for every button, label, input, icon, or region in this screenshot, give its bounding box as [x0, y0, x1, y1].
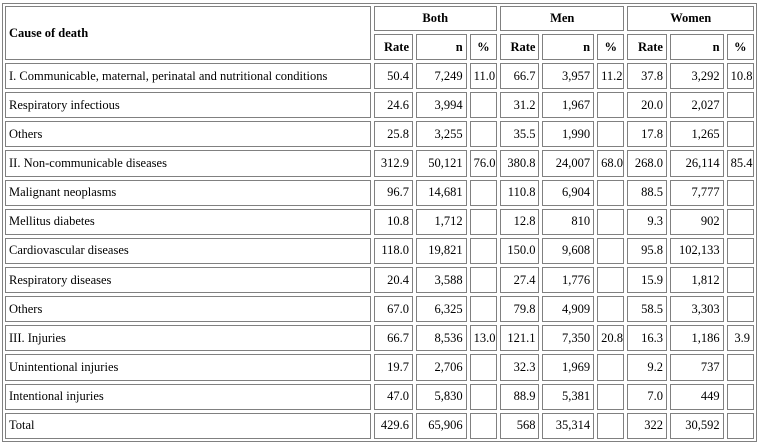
women-rate: 16.3: [627, 325, 666, 351]
women-n: 737: [670, 354, 724, 380]
both-rate: 429.6: [374, 413, 413, 439]
both-n: 19,821: [416, 238, 467, 264]
men-percent: [597, 384, 624, 410]
row-label: Cardiovascular diseases: [5, 238, 371, 264]
both-n: 7,249: [416, 63, 467, 89]
both-rate: 67.0: [374, 296, 413, 322]
header-both-percent: %: [470, 34, 497, 60]
table-row: [5, 267, 754, 293]
women-n: 3,303: [670, 296, 724, 322]
table-row: [5, 150, 754, 176]
header-women-n: n: [670, 34, 724, 60]
men-n: 1,967: [542, 92, 594, 118]
women-percent: [727, 267, 754, 293]
header-women-rate: Rate: [627, 34, 666, 60]
women-percent: [727, 384, 754, 410]
header-cause: Cause of death: [5, 6, 371, 60]
header-group-both: Both: [374, 6, 497, 31]
both-rate: 118.0: [374, 238, 413, 264]
both-rate: 24.6: [374, 92, 413, 118]
both-n: 14,681: [416, 180, 467, 206]
women-percent: [727, 209, 754, 235]
both-percent: [470, 267, 497, 293]
both-n: 65,906: [416, 413, 467, 439]
women-percent: [727, 121, 754, 147]
men-n: 4,909: [542, 296, 594, 322]
both-percent: [470, 180, 497, 206]
row-label: Intentional injuries: [5, 384, 371, 410]
women-rate: 7.0: [627, 384, 666, 410]
row-label: Unintentional injuries: [5, 354, 371, 380]
men-rate: 568: [500, 413, 539, 439]
women-n: 1,186: [670, 325, 724, 351]
both-n: 5,830: [416, 384, 467, 410]
men-n: 1,776: [542, 267, 594, 293]
table-row: [5, 92, 754, 118]
row-label: Others: [5, 121, 371, 147]
header-both-rate: Rate: [374, 34, 413, 60]
both-rate: 25.8: [374, 121, 413, 147]
mortality-table: [2, 3, 757, 442]
both-rate: 96.7: [374, 180, 413, 206]
women-percent: [727, 238, 754, 264]
men-rate: 380.8: [500, 150, 539, 176]
men-rate: 79.8: [500, 296, 539, 322]
men-percent: 68.0: [597, 150, 624, 176]
men-rate: 27.4: [500, 267, 539, 293]
both-percent: [470, 413, 497, 439]
table-row: [5, 238, 754, 264]
table-row: [5, 384, 754, 410]
men-rate: 32.3: [500, 354, 539, 380]
men-rate: 88.9: [500, 384, 539, 410]
men-n: 3,957: [542, 63, 594, 89]
men-percent: [597, 180, 624, 206]
header-men-percent: %: [597, 34, 624, 60]
both-n: 3,588: [416, 267, 467, 293]
both-n: 6,325: [416, 296, 467, 322]
men-percent: 11.2: [597, 63, 624, 89]
row-label: II. Non-communicable diseases: [5, 150, 371, 176]
women-percent: 3.9: [727, 325, 754, 351]
women-n: 102,133: [670, 238, 724, 264]
men-n: 24,007: [542, 150, 594, 176]
women-n: 1,265: [670, 121, 724, 147]
both-percent: [470, 121, 497, 147]
both-rate: 47.0: [374, 384, 413, 410]
both-percent: [470, 354, 497, 380]
women-n: 449: [670, 384, 724, 410]
women-percent: [727, 413, 754, 439]
both-n: 2,706: [416, 354, 467, 380]
both-rate: 66.7: [374, 325, 413, 351]
women-n: 2,027: [670, 92, 724, 118]
men-percent: [597, 413, 624, 439]
women-rate: 17.8: [627, 121, 666, 147]
both-percent: 11.0: [470, 63, 497, 89]
mortality-table-frame: [2, 3, 757, 442]
men-percent: [597, 121, 624, 147]
women-percent: [727, 180, 754, 206]
women-n: 3,292: [670, 63, 724, 89]
both-percent: 13.0: [470, 325, 497, 351]
men-rate: 66.7: [500, 63, 539, 89]
women-rate: 15.9: [627, 267, 666, 293]
both-rate: 19.7: [374, 354, 413, 380]
men-n: 35,314: [542, 413, 594, 439]
header-men-rate: Rate: [500, 34, 539, 60]
women-rate: 9.3: [627, 209, 666, 235]
women-n: 1,812: [670, 267, 724, 293]
men-n: 5,381: [542, 384, 594, 410]
men-rate: 121.1: [500, 325, 539, 351]
row-label: Respiratory diseases: [5, 267, 371, 293]
men-percent: [597, 354, 624, 380]
women-rate: 9.2: [627, 354, 666, 380]
men-percent: [597, 296, 624, 322]
table-row: [5, 209, 754, 235]
header-group-women: Women: [627, 6, 754, 31]
both-percent: [470, 296, 497, 322]
men-percent: [597, 209, 624, 235]
row-label: Malignant neoplasms: [5, 180, 371, 206]
women-rate: 268.0: [627, 150, 666, 176]
women-rate: 88.5: [627, 180, 666, 206]
women-percent: [727, 92, 754, 118]
men-percent: [597, 92, 624, 118]
both-n: 3,994: [416, 92, 467, 118]
table-row: [5, 180, 754, 206]
women-n: 26,114: [670, 150, 724, 176]
table-row: [5, 121, 754, 147]
both-rate: 312.9: [374, 150, 413, 176]
men-rate: 35.5: [500, 121, 539, 147]
women-percent: [727, 296, 754, 322]
row-label: Mellitus diabetes: [5, 209, 371, 235]
table-row-total: [5, 413, 754, 439]
men-n: 9,608: [542, 238, 594, 264]
men-rate: 12.8: [500, 209, 539, 235]
row-label: Respiratory infectious: [5, 92, 371, 118]
women-rate: 37.8: [627, 63, 666, 89]
women-percent: 10.8: [727, 63, 754, 89]
row-label: I. Communicable, maternal, perinatal and nutritional conditions: [5, 63, 371, 89]
women-n: 30,592: [670, 413, 724, 439]
women-percent: [727, 354, 754, 380]
women-percent: 85.4: [727, 150, 754, 176]
both-rate: 20.4: [374, 267, 413, 293]
men-rate: 31.2: [500, 92, 539, 118]
both-percent: [470, 238, 497, 264]
header-group-men: Men: [500, 6, 624, 31]
men-n: 810: [542, 209, 594, 235]
men-n: 1,969: [542, 354, 594, 380]
men-n: 1,990: [542, 121, 594, 147]
header-both-n: n: [416, 34, 467, 60]
men-rate: 110.8: [500, 180, 539, 206]
table-row: [5, 354, 754, 380]
women-rate: 95.8: [627, 238, 666, 264]
men-percent: 20.8: [597, 325, 624, 351]
both-percent: [470, 384, 497, 410]
both-n: 1,712: [416, 209, 467, 235]
both-n: 3,255: [416, 121, 467, 147]
men-percent: [597, 267, 624, 293]
both-percent: [470, 209, 497, 235]
table-row: [5, 63, 754, 89]
women-rate: 58.5: [627, 296, 666, 322]
both-n: 8,536: [416, 325, 467, 351]
men-n: 7,350: [542, 325, 594, 351]
header-men-n: n: [542, 34, 594, 60]
both-percent: 76.0: [470, 150, 497, 176]
header-women-percent: %: [727, 34, 754, 60]
row-label: III. Injuries: [5, 325, 371, 351]
row-label: Total: [5, 413, 371, 439]
women-n: 902: [670, 209, 724, 235]
table-row: [5, 296, 754, 322]
both-rate: 50.4: [374, 63, 413, 89]
men-n: 6,904: [542, 180, 594, 206]
women-rate: 20.0: [627, 92, 666, 118]
header-row-groups: [5, 6, 754, 31]
table-row: [5, 325, 754, 351]
men-percent: [597, 238, 624, 264]
women-n: 7,777: [670, 180, 724, 206]
men-rate: 150.0: [500, 238, 539, 264]
women-rate: 322: [627, 413, 666, 439]
both-rate: 10.8: [374, 209, 413, 235]
both-n: 50,121: [416, 150, 467, 176]
row-label: Others: [5, 296, 371, 322]
both-percent: [470, 92, 497, 118]
